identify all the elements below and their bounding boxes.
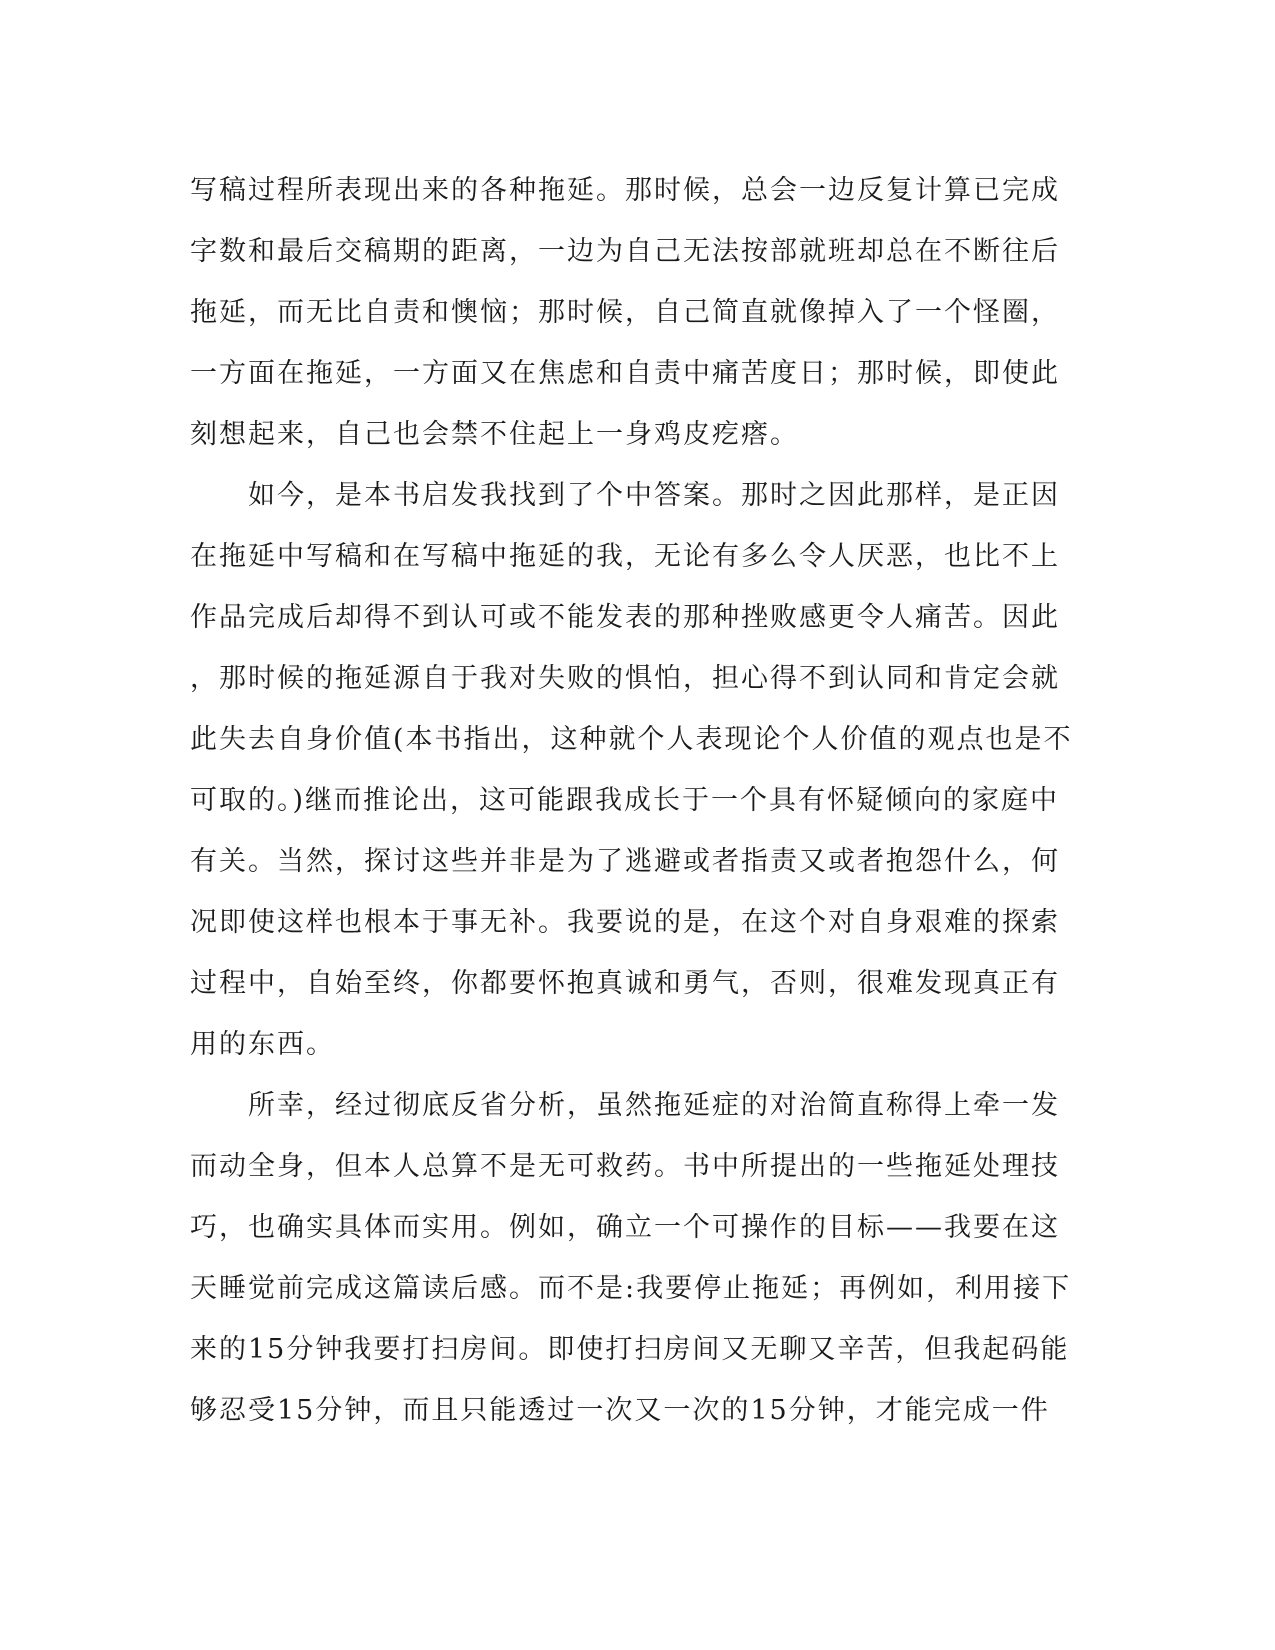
text-line: 可取的。)继而推论出，这可能跟我成长于一个具有怀疑倾向的家庭中	[190, 785, 1060, 816]
text-line: 此失去自身价值(本书指出，这种就个人表现论个人价值的观点也是不	[190, 724, 1073, 755]
text-line: 拖延，而无比自责和懊恼；那时候，自己简直就像掉入了一个怪圈，	[190, 297, 1060, 328]
text-line: 字数和最后交稿期的距离，一边为自己无法按部就班却总在不断往后	[190, 236, 1060, 267]
text-line: 巧，也确实具体而实用。例如，确立一个可操作的目标——我要在这	[190, 1212, 1060, 1243]
text-line: ，那时候的拖延源自于我对失败的惧怕，担心得不到认同和肯定会就	[190, 663, 1060, 694]
text-line: 所幸，经过彻底反省分析，虽然拖延症的对治简直称得上牵一发	[190, 1090, 1060, 1121]
text-line: 在拖延中写稿和在写稿中拖延的我，无论有多么令人厌恶，也比不上	[190, 541, 1060, 572]
text-line: 写稿过程所表现出来的各种拖延。那时候，总会一边反复计算已完成	[190, 175, 1060, 206]
text-line: 有关。当然，探讨这些并非是为了逃避或者指责又或者抱怨什么，何	[190, 846, 1060, 877]
text-line: 够忍受15分钟，而且只能透过一次又一次的15分钟，才能完成一件	[190, 1395, 1050, 1426]
text-line: 如今，是本书启发我找到了个中答案。那时之因此那样，是正因	[190, 480, 1060, 511]
text-line: 来的15分钟我要打扫房间。即使打扫房间又无聊又辛苦，但我起码能	[190, 1334, 1070, 1365]
text-line: 作品完成后却得不到认可或不能发表的那种挫败感更令人痛苦。因此	[190, 602, 1060, 633]
text-line: 一方面在拖延，一方面又在焦虑和自责中痛苦度日；那时候，即使此	[190, 358, 1060, 389]
text-line: 而动全身，但本人总算不是无可救药。书中所提出的一些拖延处理技	[190, 1151, 1060, 1182]
text-line: 刻想起来，自己也会禁不住起上一身鸡皮疙瘩。	[190, 419, 799, 450]
text-line: 用的东西。	[190, 1029, 335, 1060]
text-line: 过程中，自始至终，你都要怀抱真诚和勇气，否则，很难发现真正有	[190, 968, 1060, 999]
text-line: 况即使这样也根本于事无补。我要说的是，在这个对自身艰难的探索	[190, 907, 1060, 938]
text-line: 天睡觉前完成这篇读后感。而不是:我要停止拖延；再例如，利用接下	[190, 1273, 1072, 1304]
body-text	[190, 160, 1080, 1441]
